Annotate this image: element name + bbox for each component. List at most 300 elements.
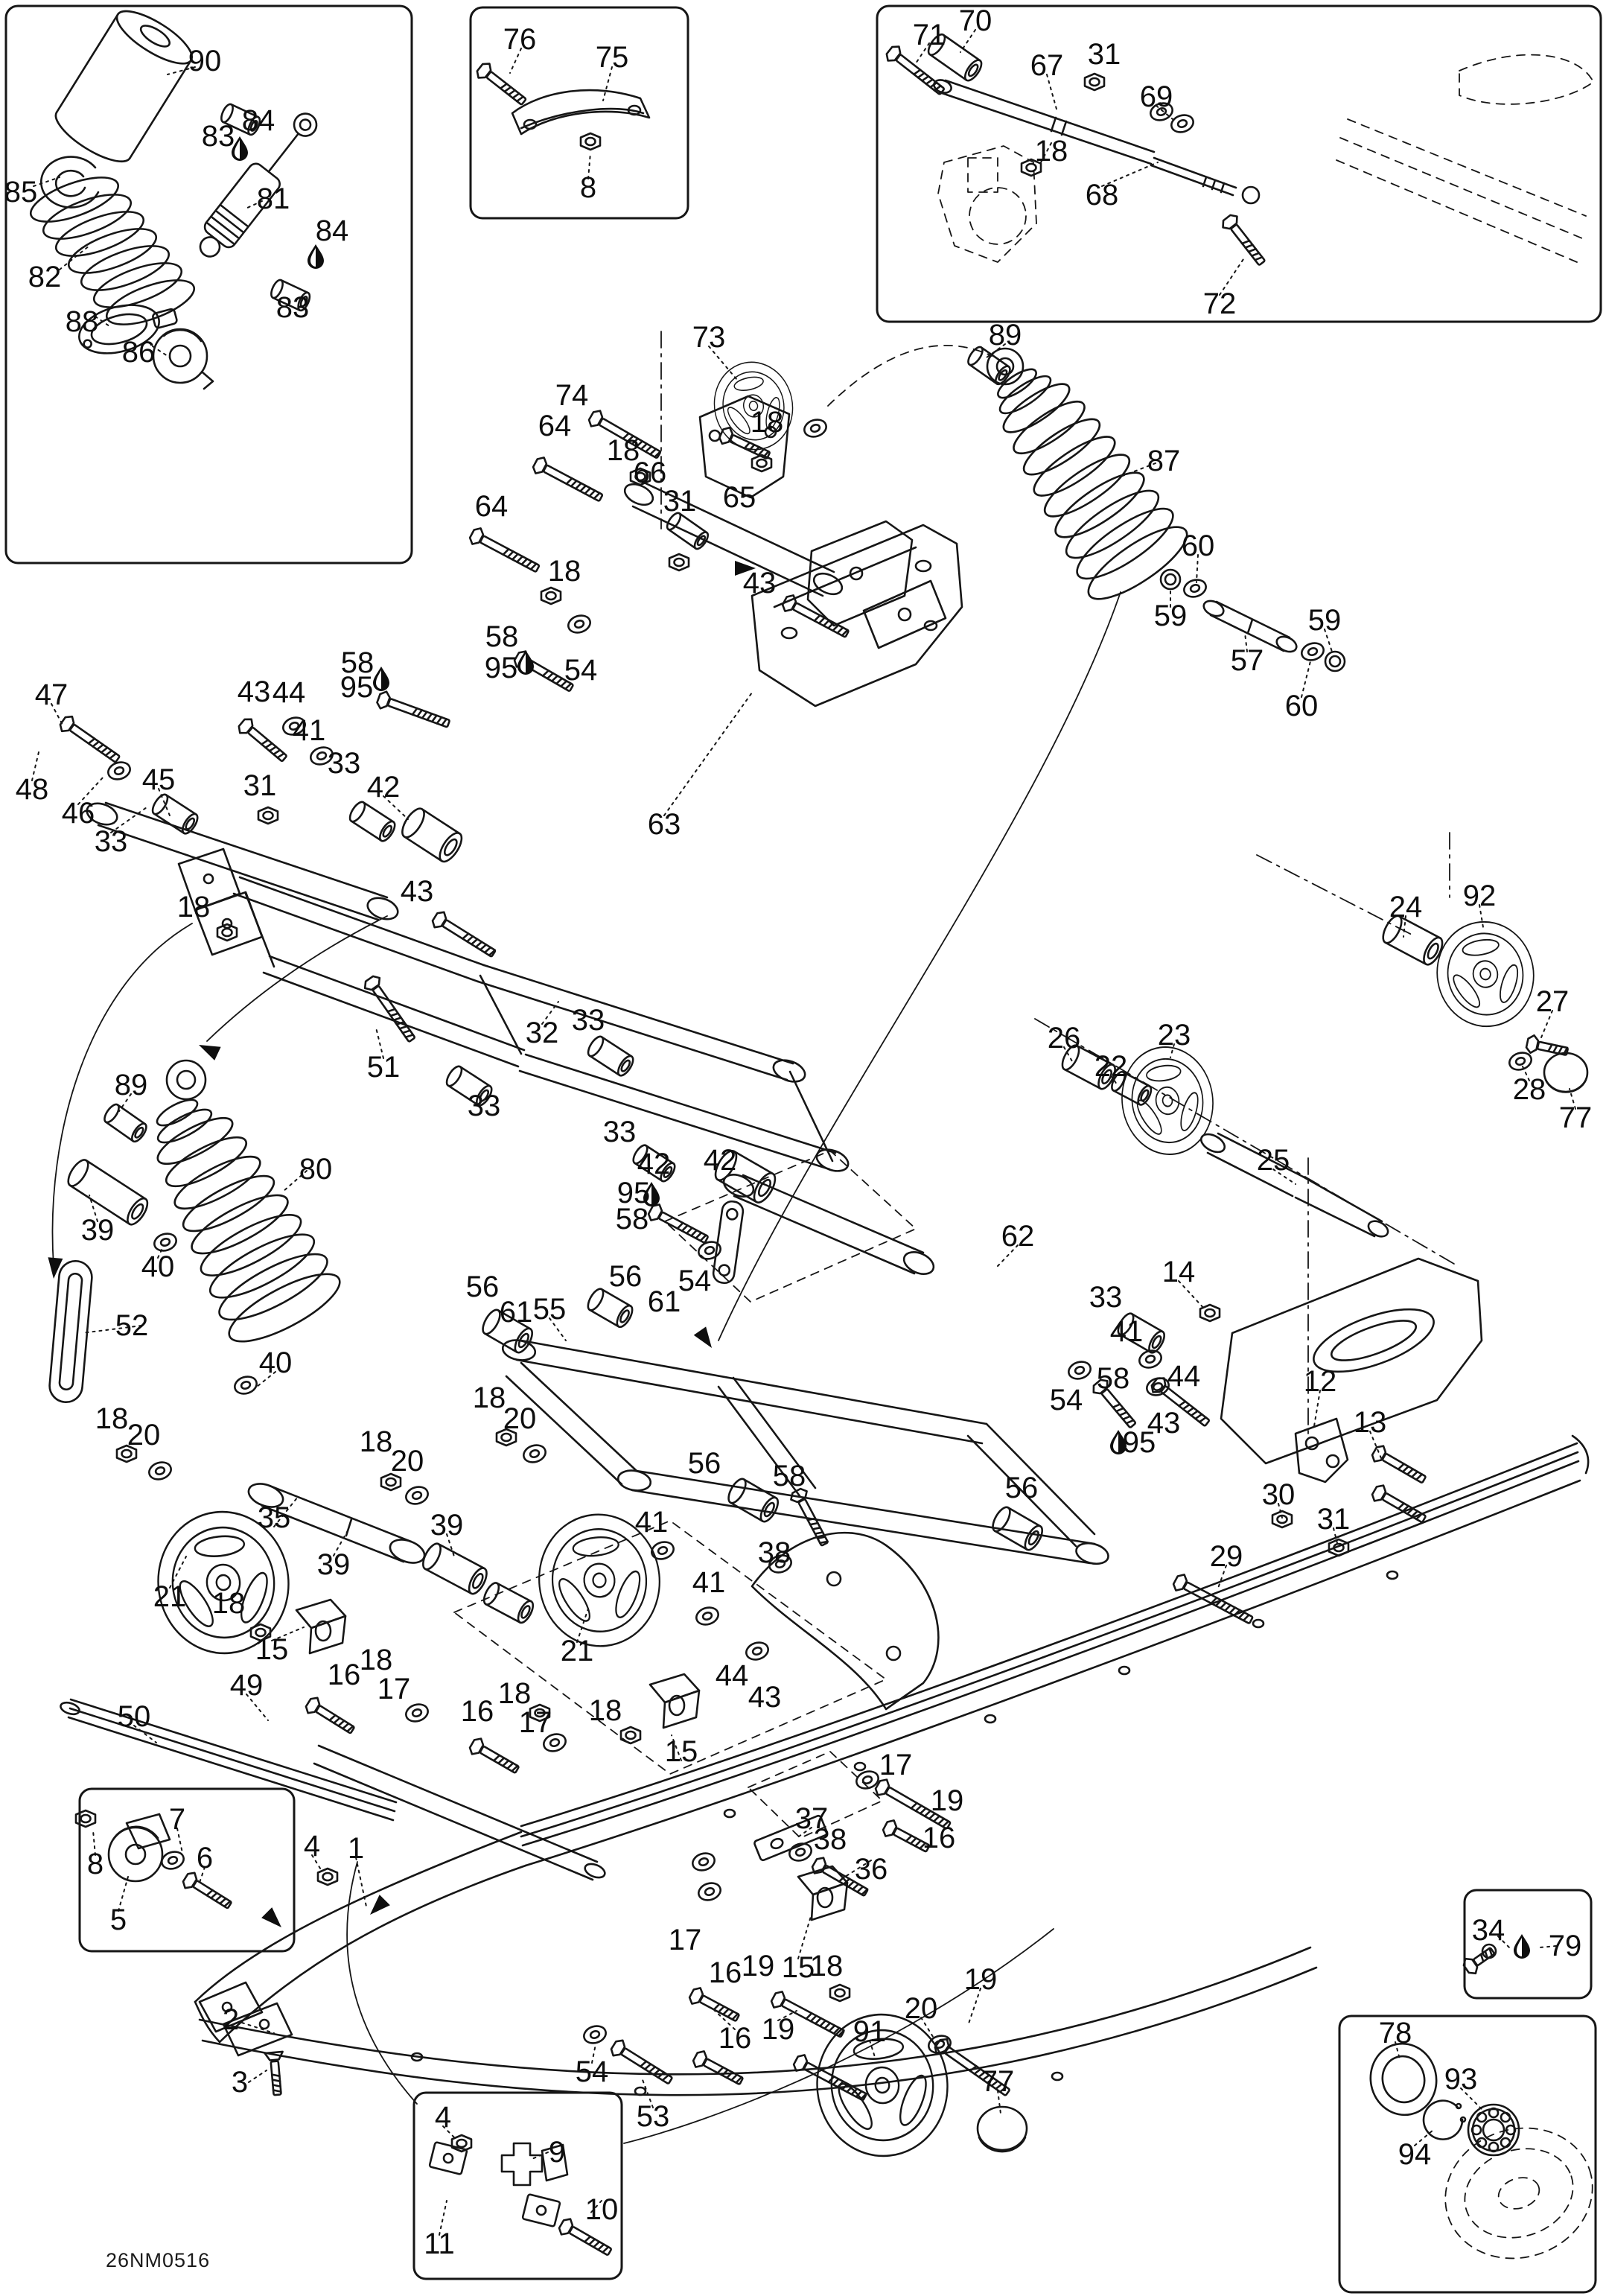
- part-label-23: 23: [1157, 1019, 1191, 1052]
- washer-hole: [168, 1856, 178, 1865]
- thread: [593, 2241, 599, 2248]
- part-label-18: 18: [211, 1587, 246, 1620]
- bushing-top: [166, 795, 196, 814]
- thread: [686, 1227, 692, 1234]
- upper-link-42: [721, 1171, 937, 1279]
- nut-body: [541, 588, 561, 604]
- snap-ring-94: [1424, 2101, 1465, 2140]
- part-label-41: 41: [634, 1506, 669, 1539]
- thread: [925, 1810, 931, 1817]
- thread: [585, 487, 590, 495]
- part-label-8: 8: [579, 171, 597, 204]
- thread: [330, 1714, 336, 1722]
- part-label-18: 18: [547, 555, 581, 588]
- part-label-18: 18: [359, 1644, 393, 1676]
- bolt-head: [884, 43, 903, 63]
- part-label-75: 75: [595, 41, 629, 74]
- washer-hole: [1145, 1355, 1156, 1364]
- thread: [602, 2246, 608, 2254]
- bearing-93: [1468, 2105, 1519, 2155]
- thread: [437, 716, 442, 724]
- part-label-40: 40: [258, 1346, 293, 1379]
- bushing-bottom: [485, 1604, 520, 1622]
- bushing-face: [757, 1495, 781, 1524]
- part-label-89: 89: [114, 1069, 148, 1101]
- thread: [1412, 1471, 1418, 1478]
- inset-topmid-art: [512, 90, 649, 134]
- part-label-19: 19: [741, 1950, 775, 1982]
- thread: [517, 95, 523, 103]
- thread: [215, 1895, 221, 1902]
- direction-arrow: [694, 1326, 718, 1352]
- bushing-top: [422, 810, 459, 834]
- part-label-47: 47: [34, 678, 68, 711]
- nut-18-hex: [258, 807, 278, 824]
- part-label-66: 66: [633, 457, 667, 489]
- part-label-32: 32: [525, 1017, 559, 1049]
- leader-line: [664, 693, 752, 815]
- bushing-top: [118, 1105, 145, 1125]
- nut-18-hex: [581, 133, 600, 150]
- part-label-54: 54: [575, 2055, 609, 2088]
- direction-arrow: [261, 1907, 287, 1933]
- bolt: [691, 2049, 745, 2089]
- part-label-54: 54: [1049, 1384, 1083, 1416]
- part-label-4: 4: [303, 1830, 321, 1863]
- part-label-7: 7: [168, 1803, 186, 1836]
- washer-hole: [529, 1449, 540, 1458]
- bolt: [468, 526, 541, 576]
- thread: [89, 737, 95, 745]
- part-label-8: 8: [86, 1848, 104, 1880]
- washer: [696, 1880, 722, 1903]
- bushing-bottom: [425, 1569, 471, 1594]
- direction-arrow: [196, 1038, 221, 1060]
- part-label-95: 95: [616, 1177, 651, 1209]
- washer-hole: [412, 1491, 422, 1500]
- thread: [915, 1839, 920, 1847]
- part-label-77: 77: [1558, 1101, 1593, 1134]
- washer-hole: [1515, 1057, 1526, 1066]
- thread: [598, 2243, 604, 2251]
- thread: [101, 746, 107, 754]
- bolt: [362, 973, 419, 1045]
- part-label-83: 83: [275, 291, 310, 324]
- thread: [1403, 1466, 1409, 1473]
- thread: [462, 932, 468, 940]
- thread: [714, 2003, 719, 2011]
- center-shock-80: [152, 1060, 348, 1354]
- part-label-49: 49: [229, 1669, 264, 1702]
- nut-hole: [547, 592, 556, 600]
- idler-wheel-92: [1429, 915, 1542, 1034]
- thread: [273, 2079, 280, 2082]
- washer-outer: [690, 1851, 716, 1873]
- nut-18-hex: [1085, 74, 1104, 90]
- washer: [649, 1539, 675, 1562]
- washer-outer: [1507, 1050, 1533, 1072]
- nut-hole: [264, 812, 273, 819]
- bushing-face: [1146, 1329, 1167, 1355]
- part-label-84: 84: [241, 104, 275, 137]
- part-label-60: 60: [1181, 530, 1215, 562]
- seal-78: [1364, 2038, 1443, 2121]
- bushing-top: [734, 1151, 773, 1174]
- thread: [594, 492, 599, 500]
- washer-hole: [549, 1738, 560, 1747]
- part-label-16: 16: [922, 1822, 956, 1854]
- bushing-face: [377, 819, 398, 844]
- link-52: [48, 1259, 93, 1403]
- thread: [646, 445, 651, 453]
- part-label-18: 18: [750, 406, 784, 439]
- part-label-1: 1: [347, 1832, 365, 1865]
- thread: [480, 944, 486, 951]
- part-label-72: 72: [1202, 287, 1237, 320]
- part-label-5: 5: [109, 1904, 127, 1936]
- part-label-18: 18: [497, 1677, 532, 1710]
- thread: [273, 2090, 281, 2093]
- nut-18-hex: [1200, 1305, 1220, 1321]
- clip-85: [41, 157, 98, 208]
- part-label-93: 93: [1444, 2063, 1478, 2096]
- bushing-top: [86, 1160, 146, 1199]
- washer: [696, 1239, 722, 1262]
- thread: [918, 71, 925, 79]
- part-label-83: 83: [201, 120, 235, 153]
- part-label-43: 43: [400, 875, 434, 908]
- thread: [412, 707, 417, 715]
- oil-drop-icon: [1514, 1934, 1530, 1959]
- cap-77-lower: [978, 2107, 1027, 2152]
- part-label-18: 18: [1034, 135, 1068, 168]
- thread: [682, 1224, 687, 1232]
- thread: [1225, 1604, 1230, 1612]
- part-label-90: 90: [188, 45, 222, 77]
- bushing: [398, 805, 466, 865]
- part-label-95: 95: [1122, 1426, 1156, 1459]
- part-label-39: 39: [430, 1509, 464, 1542]
- part-label-84: 84: [315, 214, 349, 247]
- thread: [691, 1230, 696, 1237]
- part-label-61: 61: [499, 1296, 533, 1329]
- part-labels-layer: [4, 4, 1593, 2260]
- part-label-71: 71: [912, 19, 946, 51]
- part-label-22: 22: [1094, 1050, 1128, 1083]
- oil-drop-icon: [517, 650, 534, 675]
- part-label-63: 63: [647, 808, 681, 841]
- part-label-43: 43: [748, 1681, 782, 1714]
- part-label-59: 59: [1153, 600, 1188, 632]
- bushing-top: [602, 1037, 631, 1056]
- part-label-38: 38: [757, 1536, 791, 1569]
- thread: [641, 442, 647, 450]
- part-label-17: 17: [668, 1924, 702, 1956]
- thread: [266, 742, 273, 749]
- part-label-73: 73: [692, 321, 726, 354]
- thread: [567, 477, 572, 485]
- part-label-61: 61: [647, 1285, 681, 1318]
- drawing-code: 26NM0516: [106, 2249, 211, 2271]
- bushing-bottom: [669, 530, 696, 549]
- washer-hole: [316, 751, 327, 760]
- screw-head: [265, 2052, 284, 2061]
- part-label-82: 82: [28, 261, 62, 293]
- bolt-shaft: [1382, 1454, 1426, 1484]
- part-label-18: 18: [176, 891, 211, 923]
- ring-outer: [1325, 652, 1345, 671]
- thread: [650, 448, 656, 455]
- part-label-20: 20: [127, 1419, 161, 1451]
- thread: [911, 1802, 917, 1810]
- thread: [338, 1720, 344, 1727]
- thread: [1230, 1606, 1235, 1614]
- washer-outer: [649, 1539, 675, 1562]
- cross-shaft-assembly: [622, 396, 946, 648]
- bushing-bottom: [154, 814, 184, 833]
- washer-outer: [521, 1443, 547, 1465]
- thread: [696, 1232, 701, 1239]
- rear-arm: [501, 1338, 1111, 1567]
- part-label-3: 3: [231, 2066, 249, 2099]
- thread: [727, 2010, 733, 2017]
- thread: [512, 553, 517, 560]
- washer-hole: [704, 1887, 715, 1896]
- part-label-58: 58: [615, 1203, 649, 1236]
- thread: [106, 749, 112, 757]
- nut-body: [830, 1985, 850, 2001]
- part-label-37: 37: [794, 1802, 829, 1835]
- part-label-53: 53: [636, 2100, 670, 2133]
- nut-hole: [586, 138, 596, 145]
- sleeve-90: [48, 1, 199, 171]
- part-label-40: 40: [141, 1250, 175, 1283]
- bushing-face: [1135, 1084, 1153, 1107]
- thread: [819, 617, 824, 624]
- washer: [232, 1374, 258, 1396]
- ring-inner: [1165, 574, 1176, 585]
- track-dashed: [1336, 55, 1593, 262]
- thread: [1398, 1502, 1404, 1510]
- part-label-31: 31: [243, 769, 277, 802]
- washer-hole: [1177, 119, 1188, 128]
- thread: [916, 1804, 922, 1812]
- part-label-95: 95: [484, 652, 518, 684]
- bolt: [57, 713, 122, 766]
- thread: [640, 2060, 646, 2067]
- washer-hole: [810, 424, 820, 433]
- cap-77-right: [1544, 1053, 1587, 1093]
- nut-body: [1329, 1539, 1348, 1556]
- part-label-48: 48: [15, 773, 49, 806]
- washer: [1066, 1359, 1092, 1381]
- part-label-17: 17: [377, 1673, 411, 1705]
- thread: [526, 560, 532, 567]
- part-label-10: 10: [584, 2193, 619, 2226]
- part-label-15: 15: [255, 1633, 289, 1666]
- part-label-19: 19: [930, 1784, 964, 1817]
- bushing-top: [363, 802, 393, 821]
- nut-hole: [386, 1478, 396, 1486]
- washer-outer: [694, 1605, 720, 1627]
- part-label-16: 16: [708, 1956, 742, 1989]
- washer-hole: [114, 766, 124, 775]
- washer-outer: [1066, 1359, 1092, 1381]
- thread: [543, 670, 549, 677]
- part-label-58: 58: [340, 646, 375, 679]
- washer-outer: [106, 760, 132, 782]
- part-label-33: 33: [602, 1116, 637, 1148]
- nut-hole: [1090, 78, 1100, 86]
- bushing-top: [1008, 1507, 1040, 1526]
- thread: [422, 711, 427, 719]
- bolt-head: [474, 60, 494, 80]
- nut-18-hex: [541, 588, 561, 604]
- thread: [584, 2236, 590, 2243]
- thread: [1187, 1407, 1194, 1414]
- bushing-bore: [967, 63, 980, 77]
- ring-outer: [1161, 570, 1180, 589]
- thread: [273, 2084, 280, 2087]
- part-label-41: 41: [1109, 1315, 1144, 1348]
- bushing-bottom: [995, 1531, 1027, 1550]
- thread: [272, 2074, 279, 2077]
- thread: [513, 92, 520, 100]
- thread: [806, 2012, 812, 2020]
- part-label-70: 70: [958, 4, 992, 37]
- part-label-41: 41: [692, 1566, 726, 1599]
- bushing-bottom: [1386, 943, 1427, 964]
- thread: [722, 2069, 727, 2076]
- part-label-58: 58: [1096, 1362, 1130, 1395]
- nut-hole: [457, 2140, 467, 2147]
- thread: [93, 740, 99, 748]
- part-label-21: 21: [153, 1580, 187, 1613]
- washer: [1169, 112, 1195, 135]
- nut-body: [1085, 74, 1104, 90]
- nut-hole: [757, 459, 767, 467]
- washer: [1299, 640, 1325, 663]
- part-label-55: 55: [532, 1293, 567, 1326]
- bushing-face: [515, 1599, 536, 1625]
- bushing-face: [130, 1122, 149, 1144]
- part-label-31: 31: [1087, 38, 1121, 71]
- thread: [1398, 1463, 1404, 1470]
- washer: [566, 613, 592, 635]
- bushing-bore: [442, 838, 459, 857]
- bolt: [1171, 1572, 1255, 1628]
- part-label-18: 18: [472, 1381, 506, 1414]
- part-label-76: 76: [503, 23, 537, 56]
- washer-outer: [147, 1460, 173, 1482]
- thread: [727, 2071, 732, 2079]
- part-label-78: 78: [1378, 2017, 1412, 2049]
- thread: [507, 1762, 513, 1769]
- bolt: [375, 690, 451, 732]
- bolt: [1220, 212, 1269, 268]
- part-label-34: 34: [1471, 1914, 1505, 1947]
- bushing-face: [436, 830, 466, 865]
- part-label-16: 16: [718, 2022, 752, 2055]
- part-label-42: 42: [703, 1144, 737, 1177]
- bushing-face: [615, 1054, 636, 1078]
- thread: [273, 748, 280, 756]
- part-label-15: 15: [781, 1951, 815, 1984]
- washer-hole: [752, 1647, 762, 1656]
- part-label-88: 88: [65, 305, 99, 338]
- part-label-18: 18: [95, 1402, 129, 1435]
- thread: [1183, 1403, 1190, 1411]
- thread: [432, 715, 436, 722]
- bushing-bore: [130, 1203, 144, 1221]
- nut-hole: [223, 929, 232, 936]
- thread: [906, 1834, 911, 1842]
- thread: [261, 739, 268, 746]
- part-label-42: 42: [366, 771, 401, 804]
- cam-5: [109, 1814, 170, 1881]
- bolt: [181, 1870, 235, 1912]
- washer-hole: [702, 1612, 713, 1621]
- bushing-face: [692, 530, 710, 551]
- thread: [1407, 1468, 1413, 1475]
- part-label-43: 43: [742, 567, 777, 600]
- part-label-65: 65: [722, 481, 756, 514]
- washer-hole: [1190, 584, 1200, 593]
- thread: [1199, 1416, 1206, 1423]
- part-label-4: 4: [434, 2101, 452, 2134]
- thread: [911, 1837, 916, 1845]
- washer: [159, 1849, 185, 1872]
- nut-18-hex: [318, 1869, 337, 1885]
- nut-hole: [1205, 1309, 1215, 1317]
- part-label-29: 29: [1209, 1540, 1243, 1573]
- thread: [926, 78, 933, 86]
- nut-body: [1272, 1511, 1292, 1527]
- part-label-57: 57: [1230, 644, 1264, 677]
- part-label-54: 54: [678, 1265, 712, 1297]
- cam-86: [153, 329, 213, 389]
- part-label-13: 13: [1353, 1406, 1387, 1439]
- thread: [547, 672, 553, 679]
- washer-outer: [696, 1880, 722, 1903]
- thread: [820, 2020, 825, 2027]
- part-label-91: 91: [853, 2015, 887, 2048]
- part-label-51: 51: [366, 1051, 401, 1084]
- direction-arrow: [365, 1895, 390, 1920]
- nut-hole: [81, 1815, 91, 1822]
- washer-outer: [159, 1849, 185, 1872]
- bolt: [646, 1202, 710, 1247]
- part-label-33: 33: [467, 1090, 501, 1122]
- thread: [342, 1723, 348, 1730]
- part-label-89: 89: [988, 319, 1022, 352]
- washer: [147, 1460, 173, 1482]
- thread: [522, 558, 527, 565]
- bushing-top: [943, 35, 980, 60]
- thread: [503, 548, 509, 556]
- part-label-33: 33: [1089, 1281, 1123, 1314]
- part-label-18: 18: [359, 1425, 393, 1458]
- bolt: [304, 1695, 357, 1737]
- leader-line: [60, 246, 89, 270]
- thread: [649, 2066, 655, 2073]
- oil-drop-icon: [373, 667, 389, 691]
- bolt: [687, 1985, 742, 2026]
- main-art: [48, 346, 1606, 2277]
- bolt-head: [1526, 1034, 1539, 1054]
- thread: [1553, 1045, 1557, 1052]
- washer-hole: [574, 620, 584, 629]
